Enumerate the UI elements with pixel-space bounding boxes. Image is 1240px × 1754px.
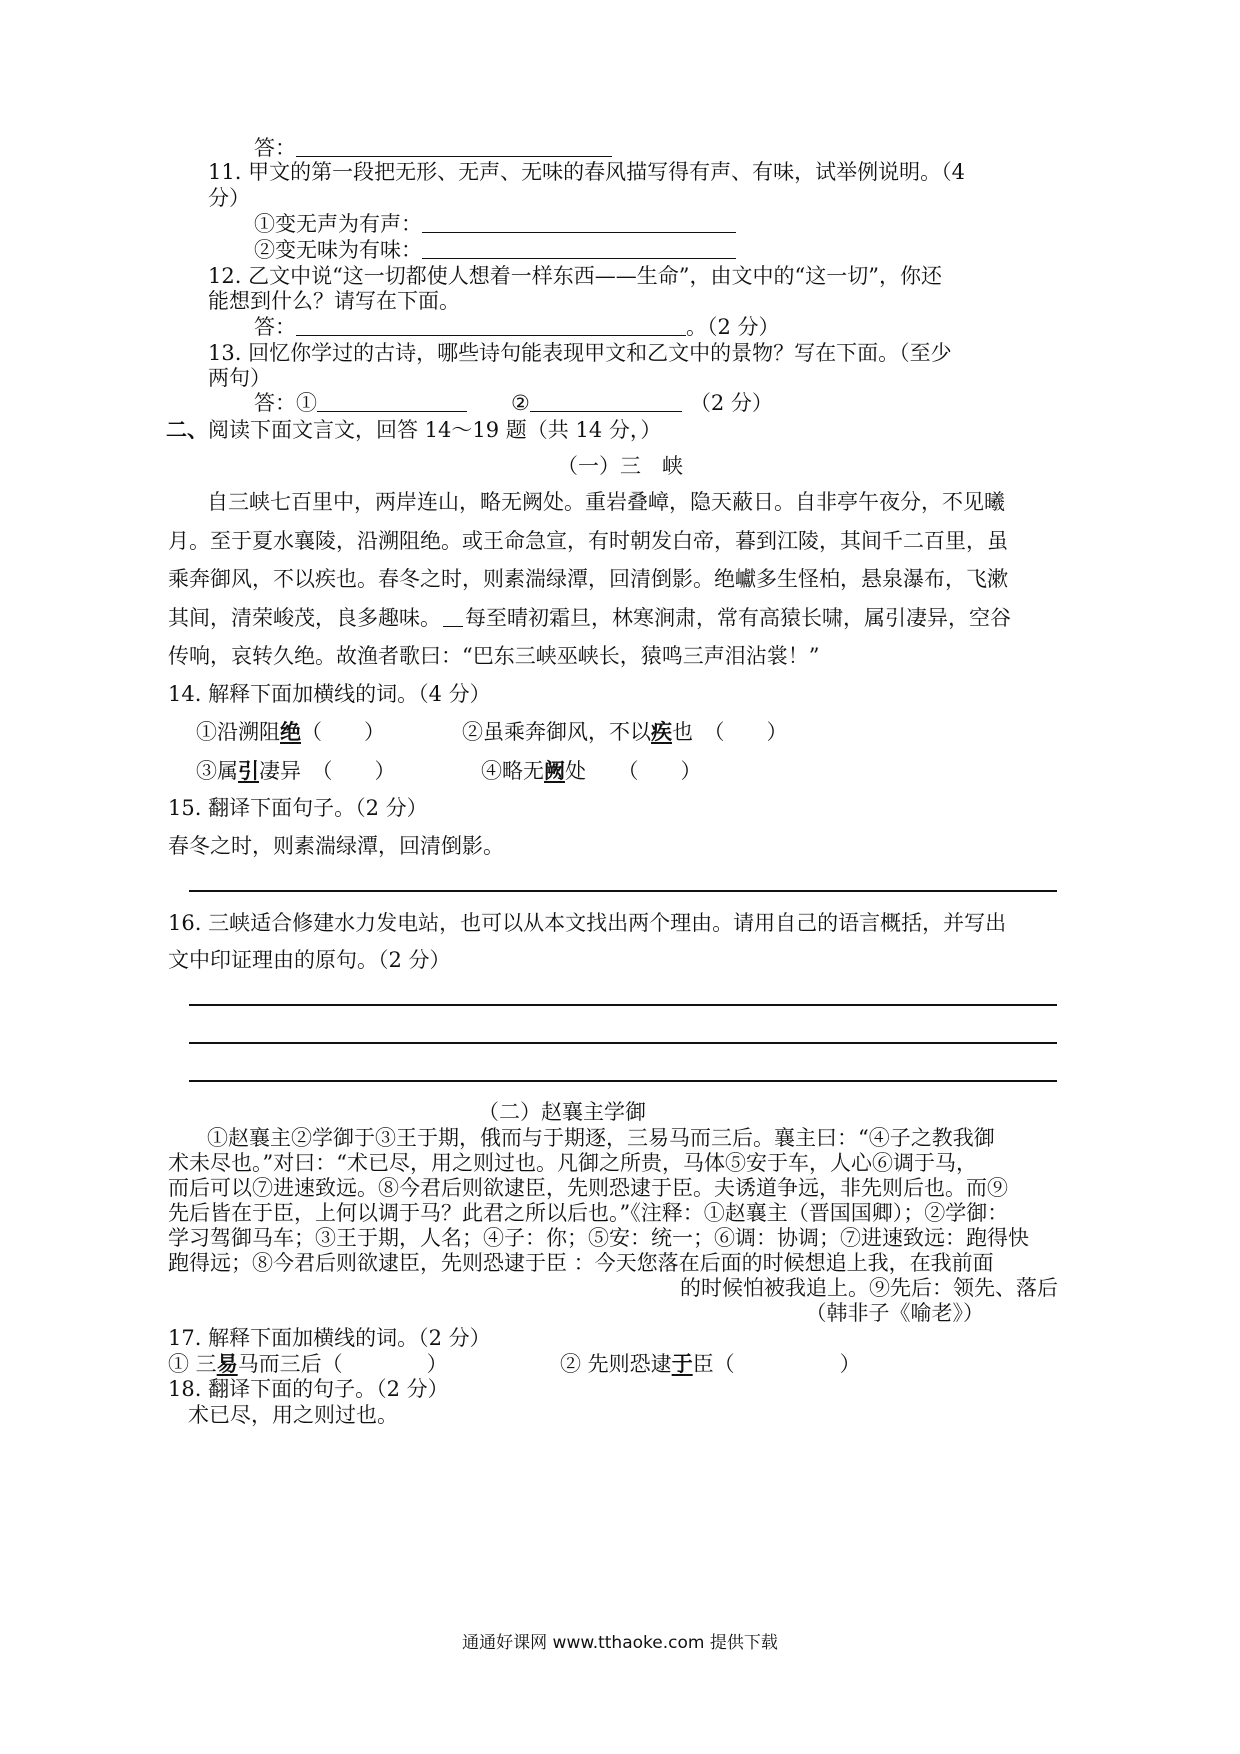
q17-item2 bbox=[560, 1350, 861, 1378]
text2-line: ①赵襄主②学御于③王于期，俄而与于期逐，三易马而三后。襄主曰：“④子之教我御 bbox=[207, 1126, 995, 1150]
text1-line: 月。至于夏水襄陵，沿溯阻绝。或王命急宣，有时朝发白帝，暮到江陵，其间千二百里，虽 bbox=[168, 529, 1008, 553]
q18-title: 18. 翻译下面的句子。（2 分） bbox=[168, 1377, 449, 1401]
q16-answer-line-2[interactable] bbox=[189, 1042, 1057, 1044]
q11-item1-label: ①变无声为有声： bbox=[254, 212, 422, 236]
q12-line2: 能想到什么？请写在下面。 bbox=[208, 289, 460, 313]
text2-line: 先后皆在于臣，上何以调于马？此君之所以后也。”《注释：①赵襄主（晋国国卿）；②学御： bbox=[168, 1201, 1009, 1225]
section2-prefix: 二、 bbox=[166, 417, 208, 442]
q15-title: 15. 翻译下面句子。（2 分） bbox=[168, 796, 428, 820]
text2-line: 术未尽也。”对曰：“术已尽，用之则过也。凡御之所贵，马体⑤安于车，人心⑥调于马， bbox=[168, 1151, 977, 1175]
footer-credit: 通通好课网 www.tthaoke.com 提供下载 bbox=[462, 1633, 778, 1653]
text1-title: （一）三 峡 bbox=[557, 454, 683, 478]
q15-sentence: 春冬之时，则素湍绿潭，回清倒影。 bbox=[168, 834, 504, 858]
q12-answer-label: 答： bbox=[254, 315, 296, 339]
text2-title: （二）赵襄主学御 bbox=[478, 1100, 646, 1124]
q14-item1-post: （ ） bbox=[301, 720, 385, 744]
q13-answer-label: 答：① bbox=[254, 391, 317, 415]
q11-line2: 分） bbox=[208, 186, 250, 210]
q17-item1-post: 马而三后（ ） bbox=[237, 1352, 448, 1376]
q12-score: 。（2 分） bbox=[686, 315, 780, 339]
q14-item4-pre: ④略无 bbox=[481, 759, 544, 783]
text1-line: 乘奔御风，不以疾也。春冬之时，则素湍绿潭，回清倒影。绝巘多生怪柏，悬泉瀑布，飞漱 bbox=[168, 567, 1008, 591]
q17-title: 17. 解释下面加横线的词。（2 分） bbox=[168, 1326, 491, 1350]
q14-title: 14. 解释下面加横线的词。（4 分） bbox=[168, 682, 491, 706]
q12-line1: 12. 乙文中说“这一切都使人想着一样东西——生命”，由文中的“这一切”，你还 bbox=[208, 264, 943, 288]
q14-item4-word: 阙 bbox=[544, 758, 565, 783]
q11-item2-label: ②变无味为有味： bbox=[254, 238, 422, 262]
text2-line: 的时候怕被我追上。⑨先后：领先、落后 bbox=[680, 1276, 1058, 1300]
q13-score: （2 分） bbox=[689, 391, 773, 415]
q16-line2: 文中印证理由的原句。（2 分） bbox=[168, 948, 451, 972]
q17-item1-pre: ① 三 bbox=[168, 1352, 217, 1376]
q14-item2-post: 也 （ ） bbox=[672, 720, 788, 744]
q14-item2-word: 疾 bbox=[651, 719, 672, 744]
q16-answer-line-1[interactable] bbox=[189, 1004, 1057, 1006]
q12-answer-line bbox=[254, 313, 780, 341]
q13-answer1-blank[interactable] bbox=[317, 389, 467, 412]
text1-line: 传响，哀转久绝。故渔者歌曰：“巴东三峡巫峡长，猿鸣三声泪沾裳！” bbox=[168, 644, 820, 668]
q14-item3-word: 引 bbox=[238, 758, 259, 783]
q14-item4-post: 处 （ ） bbox=[565, 759, 702, 783]
text1-line-4 bbox=[168, 604, 1011, 632]
q13-line2: 两句） bbox=[208, 366, 271, 390]
q13-answer2-blank[interactable] bbox=[530, 389, 682, 412]
text2-source: （韩非子《喻老》） bbox=[805, 1301, 984, 1325]
q12-answer-blank[interactable] bbox=[296, 313, 686, 336]
q14-item3-pre: ③属 bbox=[196, 759, 238, 783]
q14-item3 bbox=[196, 757, 396, 785]
section2-text: 阅读下面文言文，回答 14～19 题（共 14 分，） bbox=[208, 418, 662, 442]
text2-line: 跑得远；⑧今君后则欲逮臣，先则恐逮于臣 ：今天您落在后面的时候想追上我，在我前面 bbox=[168, 1251, 994, 1275]
q13-mark2: ② bbox=[511, 391, 530, 415]
q16-line1: 16. 三峡适合修建水力发电站，也可以从本文找出两个理由。请用自己的语言概括，并写出 bbox=[168, 911, 1007, 935]
q13-line1: 13. 回忆你学过的古诗，哪些诗句能表现甲文和乙文中的景物？写在下面。（至少 bbox=[208, 341, 952, 365]
q17-item2-pre: ② 先则恐逮 bbox=[560, 1352, 672, 1376]
q11-item1 bbox=[254, 210, 736, 238]
text1-line-4a: 其间，清荣峻茂，良多趣味。 bbox=[168, 606, 441, 630]
q10-answer-blank[interactable] bbox=[296, 134, 612, 157]
text1-line: 自三峡七百里中，两岸连山，略无阙处。重岩叠嶂，隐天蔽日。自非亭午夜分，不见曦 bbox=[207, 490, 1005, 514]
q11-line1: 11. 甲文的第一段把无形、无声、无味的春风描写得有声、有味，试举例说明。（4 bbox=[208, 160, 965, 184]
q14-item2-pre: ②虽乘奔御风，不以 bbox=[462, 720, 651, 744]
q14-item1 bbox=[196, 718, 385, 746]
q14-item1-word: 绝 bbox=[280, 719, 301, 744]
q14-item1-pre: ①沿溯阻 bbox=[196, 720, 280, 744]
q17-item1 bbox=[168, 1350, 448, 1378]
q10-answer-label: 答： bbox=[254, 136, 296, 160]
text2-line: 而后可以⑦进速致远。⑧今君后则欲逮臣，先则恐逮于臣。夫诱道争远，非先则后也。而⑨ bbox=[168, 1176, 1008, 1200]
text1-line-4b: 每至晴初霜旦，林寒涧肃，常有高猿长啸，属引凄异，空谷 bbox=[465, 606, 1011, 630]
q11-item1-blank[interactable] bbox=[422, 210, 736, 233]
q17-item2-post: 臣（ ） bbox=[692, 1352, 861, 1376]
q14-item3-post: 凄异 （ ） bbox=[259, 759, 396, 783]
q16-answer-line-3[interactable] bbox=[189, 1080, 1057, 1082]
q13-answer-line bbox=[254, 389, 773, 417]
q18-sentence: 术已尽，用之则过也。 bbox=[188, 1403, 398, 1427]
q14-item4 bbox=[481, 757, 702, 785]
text2-line: 学习驾御马车；③王于期，人名；④子：你；⑤安：统一；⑥调：协调；⑦进速致远：跑得快 bbox=[168, 1226, 1029, 1250]
q14-item2 bbox=[462, 718, 788, 746]
q11-item2-blank[interactable] bbox=[422, 236, 736, 259]
q15-answer-line[interactable] bbox=[189, 890, 1057, 892]
q17-item2-word: 于 bbox=[671, 1351, 693, 1376]
section2-heading bbox=[166, 416, 661, 444]
q11-item2 bbox=[254, 236, 736, 264]
q17-item1-word: 易 bbox=[216, 1351, 238, 1376]
text1-line-4-mark bbox=[443, 604, 463, 627]
